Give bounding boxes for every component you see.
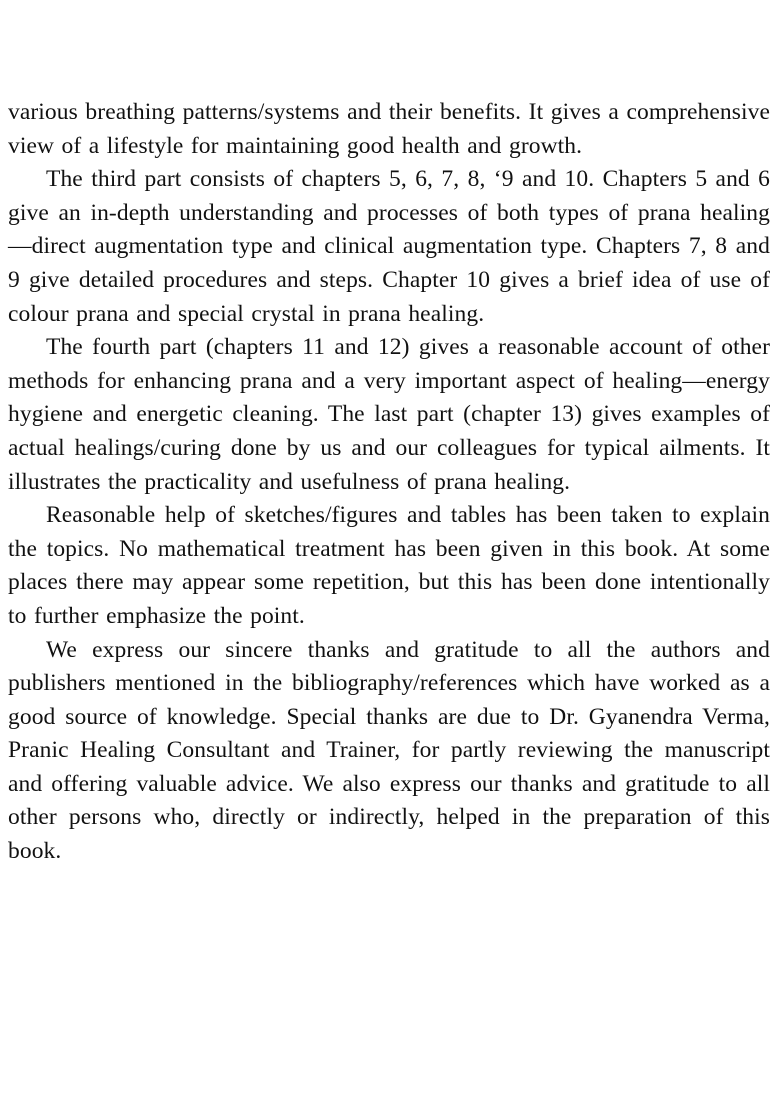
paragraph-sketches-figures: Reasonable help of sketches/figures and tables has been taken to explain the topics. No mathematical treatment has been given in this book. At some places there may appear some repetition, but this has been done intentionally to further emphasize the point. [8, 502, 770, 629]
paragraph-fourth-part: The fourth part (chapters 11 and 12) gives a reasonable account of other methods for enhancing prana and a very important aspect of healing—energy hygiene and energetic cleaning. The last part (chapter 13) gives examples of actual healings/curing done by us and our colleagues for typical ailments. It illustrates the practicality and usefulness of prana healing. [8, 334, 770, 495]
paragraph-third-part: The third part consists of chapters 5, 6, 7, 8, ‘9 and 10. Chapters 5 and 6 give an in-depth understanding and processes of both types of prana healing—direct augmentation type and clinical augmentation type. Chapters 7, 8 and 9 give detailed procedures and steps. Chapter 10 gives a brief idea of use of colour prana and special crystal in prana healing. [8, 166, 770, 327]
paragraph-continuation: various breathing patterns/systems and their benefits. It gives a comprehensive view of a lifestyle for maintaining good health and growth. [8, 99, 770, 159]
page-text-block [8, 96, 770, 869]
paragraph-acknowledgements: We express our sincere thanks and gratitude to all the authors and publishers mentioned in the bibliography/references which have worked as a good source of knowledge. Special thanks are due to Dr. Gyanendra Verma, Pranic Healing Consultant and Trainer, for partly reviewing the manuscript and offering valuable advice. We also express our thanks and gratitude to all other persons who, directly or indirectly, helped in the preparation of this book. [8, 636, 770, 865]
